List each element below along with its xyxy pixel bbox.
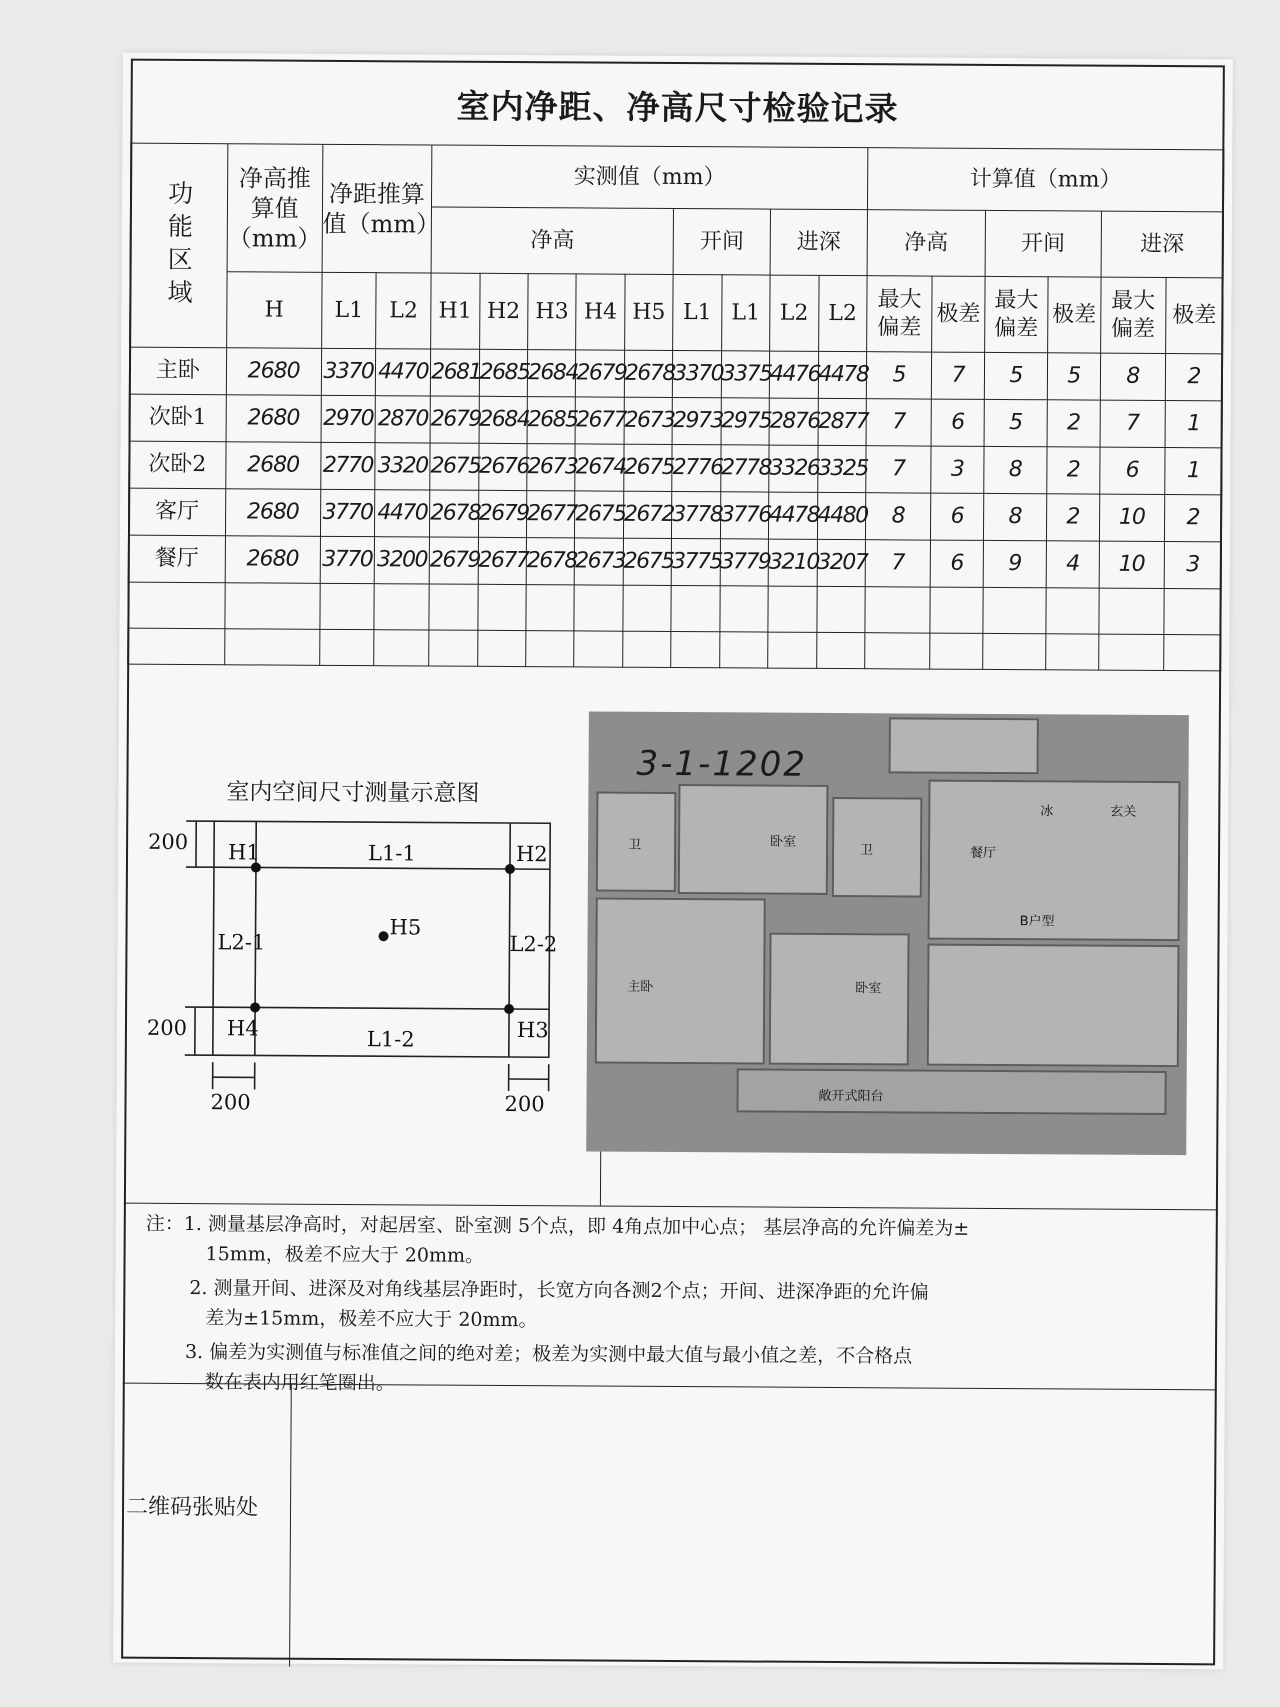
cell-h5: 2675: [623, 538, 672, 585]
header-calc-bay: 开间: [985, 210, 1101, 277]
cell-h3: 2684: [527, 350, 576, 397]
label-l2-2: L2-2: [509, 932, 558, 957]
table-row: [129, 441, 1222, 495]
cell-dmax: 6: [1099, 447, 1165, 494]
cell-br: 5: [1047, 353, 1100, 400]
note-3a: 3. 偏差为实测值与标准值之间的绝对差；极差为实测中最大值与最小值之差，不合格点: [184, 1341, 913, 1368]
header-h-range: 极差: [932, 276, 985, 352]
label-h3: H3: [516, 1018, 549, 1043]
cell-L2: 2870: [375, 396, 430, 443]
note-1a: 注：1. 测量基层净高时，对起居室、卧室测 5个点，即 4角点加中心点； 基层净高的允许偏差为±: [145, 1212, 970, 1240]
cell-hmax: 8: [865, 493, 931, 540]
cell-dr: 1: [1165, 400, 1222, 447]
cell-hr: 6: [930, 540, 983, 587]
table-row: [129, 394, 1222, 448]
cell-h5: 2675: [624, 444, 673, 491]
note-2a: 2. 测量开间、进深及对角线基层净距时，长宽方向各测2个点；开间、进深净距的允许偏: [189, 1277, 929, 1304]
cell-h4: 2679: [576, 350, 625, 397]
dim-200-left: 200: [210, 1090, 251, 1115]
empty-row: [128, 628, 1221, 671]
label-h1: H1: [227, 840, 260, 865]
inspection-sheet: [113, 53, 1233, 1670]
row-area: 次卧2: [129, 441, 226, 489]
header-h5: H5: [624, 274, 673, 350]
cell-L2: 3320: [375, 443, 430, 490]
cell-L2: 4470: [375, 490, 430, 537]
cell-l1b: 3776: [720, 492, 769, 539]
header-h-maxdev: 最大偏差: [867, 276, 933, 352]
header-h: H: [226, 272, 321, 349]
header-func-area: 功能区域: [130, 143, 228, 348]
cell-l2a: 2876: [769, 398, 818, 445]
cell-l2b: 2877: [818, 398, 867, 445]
cell-l1a: 2973: [672, 397, 721, 444]
cell-l2b: 4478: [818, 351, 867, 398]
header-h4: H4: [576, 274, 625, 350]
label-h4: H4: [226, 1016, 259, 1041]
cell-h1: 2679: [429, 537, 478, 584]
cell-l2a: 4476: [769, 351, 818, 398]
header-net-height: 净高: [431, 207, 674, 274]
label-h5: H5: [389, 915, 422, 940]
cell-h1: 2678: [430, 490, 479, 537]
table-row: [128, 488, 1221, 542]
cell-L1: 3770: [320, 489, 375, 536]
cell-l1a: 2776: [672, 444, 721, 491]
dim-200-bottom: 200: [146, 1015, 188, 1041]
cell-h2: 2684: [479, 396, 528, 443]
cell-h4: 2677: [575, 397, 624, 444]
cell-br: 2: [1046, 494, 1099, 541]
cell-hmax: 5: [866, 352, 932, 399]
cell-hmax: 7: [866, 399, 932, 446]
cell-H: 2680: [226, 442, 321, 490]
cell-dr: 3: [1164, 541, 1221, 588]
cell-h2: 2677: [478, 537, 527, 584]
cell-dr: 2: [1165, 353, 1222, 400]
cell-dmax: 10: [1099, 494, 1165, 541]
label-l2-1: L2-1: [217, 930, 266, 955]
row-area: 主卧: [129, 347, 226, 395]
record-table: [127, 143, 1224, 672]
header-b-range: 极差: [1048, 277, 1101, 353]
cell-H: 2680: [225, 489, 320, 537]
cell-h2: 2676: [478, 443, 527, 490]
cell-hr: 3: [931, 446, 984, 493]
label-l1-1: L1-1: [367, 841, 416, 866]
cell-l1b: 2778: [720, 445, 769, 492]
header-est-height: 净高推算值（mm）: [227, 144, 323, 273]
plan-master-bedroom: 主卧: [595, 898, 766, 1065]
cell-hmax: 7: [866, 446, 932, 493]
dim-200-right: 200: [504, 1091, 545, 1117]
cell-l2a: 3210: [768, 539, 817, 586]
plan-bathroom-2: 卫: [832, 797, 923, 898]
form-title: 室内净距、净高尺寸检验记录: [456, 86, 899, 129]
header-l2b: L2: [818, 275, 867, 351]
plan-dining: 餐厅 冰 玄关 B户型: [928, 780, 1181, 942]
header-h3: H3: [528, 274, 577, 350]
header-calc-depth: 进深: [1101, 211, 1224, 278]
cell-l1b: 3779: [720, 539, 769, 586]
cell-l2b: 4480: [817, 492, 866, 539]
label-l1-2: L1-2: [366, 1027, 415, 1052]
header-b-maxdev: 最大偏差: [984, 276, 1048, 352]
cell-h1: 2679: [430, 396, 479, 443]
data-rows: [128, 347, 1222, 589]
cell-dmax: 10: [1099, 541, 1165, 588]
dim-200-top: 200: [148, 829, 189, 855]
cell-h3: 2678: [526, 538, 575, 585]
cell-L1: 3370: [321, 348, 376, 395]
note-3b: 数在表内用红笔圈出。: [204, 1371, 395, 1395]
cell-h5: 2672: [623, 491, 672, 538]
header-measured: 实测值（mm）: [432, 145, 868, 210]
cell-hr: 7: [932, 352, 985, 399]
cell-l1b: 2975: [721, 398, 770, 445]
header-l2a: L2: [770, 275, 819, 351]
note-2b: 差为±15mm，极差不应大于 20mm。: [205, 1307, 538, 1332]
cell-l1a: 3778: [672, 491, 721, 538]
header-h2: H2: [479, 273, 528, 349]
cell-L1: 2970: [321, 395, 376, 442]
empty-row: [128, 582, 1221, 635]
form-frame: [121, 59, 1225, 1666]
cell-l2b: 3207: [817, 539, 866, 586]
qr-code-area: [121, 1383, 1217, 1673]
cell-bmax: 5: [984, 352, 1047, 399]
label-h2: H2: [515, 842, 548, 867]
header-d-range: 极差: [1166, 278, 1224, 354]
point-h3: [504, 1004, 514, 1014]
cell-hr: 6: [931, 493, 984, 540]
cell-h4: 2675: [575, 491, 624, 538]
header-bay: 开间: [673, 208, 770, 275]
cell-h3: 2677: [526, 491, 575, 538]
header-l1b: L1: [721, 275, 770, 351]
point-h2: [505, 864, 515, 874]
row-area: 次卧1: [129, 394, 226, 442]
cell-hr: 6: [931, 399, 984, 446]
cell-l1b: 3375: [721, 351, 770, 398]
cell-l2a: 4478: [769, 492, 818, 539]
header-l1a: L1: [673, 274, 722, 350]
cell-L2: 4470: [376, 349, 431, 396]
cell-h4: 2674: [575, 444, 624, 491]
header-depth: 进深: [770, 209, 867, 276]
plan-bedroom-1: 卧室: [678, 784, 829, 895]
cell-dr: 1: [1165, 447, 1222, 494]
plan-living-room: [927, 944, 1180, 1068]
header-h1: H1: [431, 273, 480, 349]
cell-H: 2680: [225, 536, 320, 584]
header-l1: L1: [321, 272, 376, 348]
header-d-maxdev: 最大偏差: [1100, 277, 1166, 353]
cell-bmax: 9: [983, 540, 1046, 587]
notes-section: [145, 1209, 1206, 1403]
note-1b: 15mm，极差不应大于 20mm。: [205, 1243, 485, 1267]
measurement-diagram: [124, 717, 603, 1206]
cell-L1: 3770: [320, 536, 375, 583]
cell-h5: 2673: [624, 397, 673, 444]
diagram-title: 室内空间尺寸测量示意图: [226, 779, 480, 807]
table-row: [128, 535, 1221, 589]
cell-br: 2: [1047, 447, 1100, 494]
cell-dmax: 8: [1100, 353, 1166, 400]
cell-dr: 2: [1164, 494, 1221, 541]
cell-h4: 2673: [575, 538, 624, 585]
cell-bmax: 8: [984, 446, 1047, 493]
cell-h1: 2675: [430, 443, 479, 490]
qr-divider: [289, 1385, 292, 1667]
table-row: [129, 347, 1222, 401]
plan-bedroom-2: 卧室: [769, 933, 910, 1066]
point-h5: [379, 931, 389, 941]
cell-L2: 3200: [375, 537, 430, 584]
cell-br: 2: [1047, 400, 1100, 447]
header-l2: L2: [376, 273, 431, 349]
cell-h1: 2681: [430, 349, 479, 396]
cell-h3: 2673: [527, 444, 576, 491]
cell-L1: 2770: [320, 442, 375, 489]
plan-kitchen: [889, 717, 1039, 774]
cell-l2b: 3325: [817, 445, 866, 492]
cell-l1a: 3775: [671, 538, 720, 585]
cell-H: 2680: [226, 348, 321, 396]
plan-bathroom-1: 卫: [596, 792, 677, 892]
header-calculated: 计算值（mm）: [867, 148, 1223, 212]
header-calc-net-height: 净高: [867, 210, 985, 277]
row-area: 客厅: [128, 488, 225, 536]
cell-H: 2680: [226, 395, 321, 443]
cell-dmax: 7: [1100, 400, 1166, 447]
plan-balcony: 敞开式阳台: [736, 1068, 1166, 1115]
cell-hmax: 7: [865, 540, 931, 587]
cell-h3: 2685: [527, 397, 576, 444]
cell-h2: 2685: [479, 349, 528, 396]
cell-bmax: 8: [983, 493, 1046, 540]
cell-bmax: 5: [984, 399, 1047, 446]
point-h4: [250, 1002, 260, 1012]
unit-code-handwritten: 3-1-1202: [636, 743, 808, 785]
cell-br: 4: [1046, 541, 1099, 588]
qr-label: 二维码张贴处: [125, 1494, 259, 1521]
cell-h2: 2679: [478, 490, 527, 537]
cell-l1a: 3370: [673, 350, 722, 397]
cell-l2a: 3326: [769, 445, 818, 492]
row-area: 餐厅: [128, 535, 225, 583]
header-est-dist: 净距推算值（mm）: [322, 144, 432, 273]
cell-h5: 2678: [624, 350, 673, 397]
